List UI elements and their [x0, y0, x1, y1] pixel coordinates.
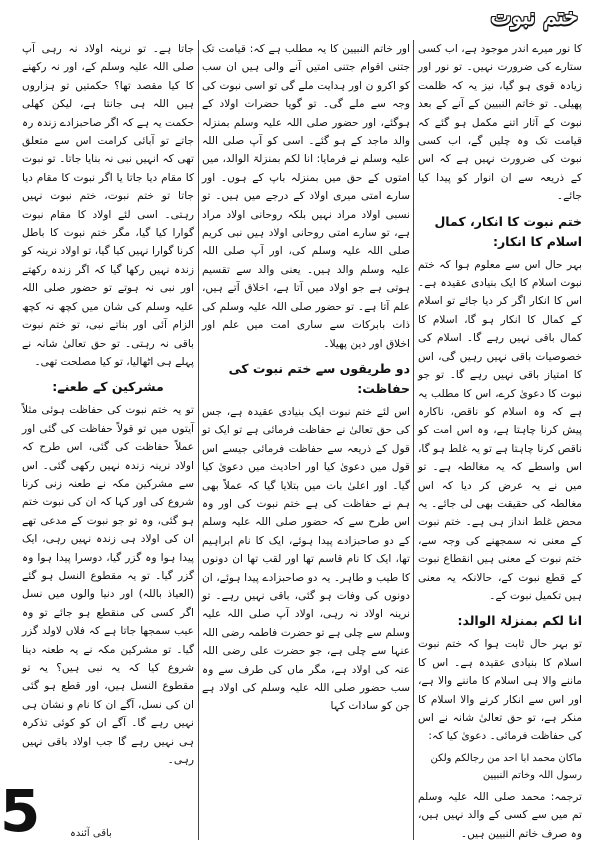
- paragraph: جاتا ہے۔ تو نرینہ اولاد نہ رہی آپ صلی اللہ علیہ وسلم کے، اور نہ رکھنے کا کیا مقصد تھا؟ حکمتیں تو ہزاروں ہیں اللہ ہی جانتا ہے، لیکن کھلی حکمت یہ ہے کہ اگر صاحبزادے زندہ رہ جاتے تو آبائی کرامت اس سے متعلق تھی کہ انہیں نبی نہ بنایا جاتا۔ تو نبوت کا مقام دیا جاتا یا اگر نبوت کا مقام دیا جاتا تو ختم نبوت، ختم نبوت نہیں رہتی۔ اسی لئے اولاد کا مقام نبوت گوارا کیا گیا، مگر ختم نبوت کا باطل کرنا گوارا نہیں کیا گیا، تو اولاد نرینہ کو زندہ نہیں رکھا گیا کہ اگر زندہ رکھتے اور نبی نہ ہوتے تو حضور صلی اللہ علیہ وسلم کی شان میں کچھ نہ کچھ الزام آئی اور بناتے نبی، تو ختم نبوت باقی نہ رہتی۔ تو حق تعالیٰ شانہ نے پہلے ہی اٹھالیا، تو کیا مصلحت تھی۔: [22, 43, 194, 368]
- section-heading: ختم نبوت کا انکار، کمال اسلام کا انکار:: [434, 213, 582, 249]
- magazine-logo: ختم نبوت: [490, 4, 578, 30]
- translation: ترجمہ: محمد صلی اللہ علیہ وسلم تم میں سے کسی کے والد نہیں ہیں، وہ صرف خاتم النبیین ہیں۔: [418, 790, 582, 840]
- paragraph: تو بہر حال ثابت ہوا کہ ختم نبوت اسلام کا بنیادی عقیدہ ہے۔ اس کا ماننے والا ہی اسلام کا ماننے والا ہے، اور اس سے انکار کرنے والا اسلام کا منکر ہے، تو حق تعالیٰ شانہ نے اس کی حفاظت فرمائی۔ دعویٰ کیا کہ:: [418, 638, 582, 743]
- paragraph: کا نور میرے اندر موجود ہے، اب کسی ستارے کی ضرورت نہیں۔ تو نور اور زیادہ قوی ہو گیا، نیز یہ کہ ظلمت پھیلی۔ تو خاتم النبیین کے آنے کے بعد نبوت کے آثار اتنے مکمل ہو گئے کہ قیامت تک وہ چلیں گے، اب کسی نبوت کی ضرورت نہیں ہے کہ اس کے ذریعہ سے ان انوار کو پیدا کیا جائے۔: [418, 43, 582, 203]
- section-heading: انا لکم بمنزلۃ الوالد:: [457, 613, 582, 629]
- section-heading: دو طریقوں سے ختم نبوت کی حفاظت:: [228, 360, 410, 396]
- quranic-verse: ماکان محمد ابا احد من رجالکم ولکن رسول اللہ وخاتم النبیین: [430, 752, 582, 781]
- column-left: [22, 40, 194, 846]
- column-right: [418, 40, 582, 846]
- continued-note: باقی آئندہ: [70, 828, 112, 839]
- column-middle: [202, 40, 410, 846]
- paragraph: اس لئے ختم نبوت ایک بنیادی عقیدہ ہے، جس کی حق تعالیٰ نے حفاظت فرمائی ہے تو ایک تو قول کے ذریعہ سے حفاظت فرمائی جیسے اس قول میں دعویٰ کیا اور احادیث میں دعویٰ کیا گیا۔ اور اعلیٰ بات میں بتلایا گیا کہ عملاً بھی ہم نے حفاظت کی ہے ختم نبوت کی اور وہ اس طرح سے کہ حضور صلی اللہ علیہ وسلم کے دو صاحبزادے پیدا ہوئے، ایک کا نام ابراہیم تھا، ایک کا نام قاسم تھا اور لقب تھا ان دونوں کا طیب و طاہر۔ یہ دو صاحبزادے پیدا ہوئے، ان دونوں کی وفات ہو گئی، باقی نہیں رہے۔ تو نرینہ اولاد نہ رہی، اولاد آپ صلی اللہ علیہ وسلم سے چلی ہے تو حضرت فاطمہ رضی اللہ عنہا سے چلی ہے، جو حضرت علی رضی اللہ عنہ کی اولاد ہے، مگر ماں کی طرف سے وہ سب حضور صلی اللہ علیہ وسلم کی اولاد ہے جن کو سادات کہا: [202, 405, 410, 713]
- column-divider: [198, 40, 199, 840]
- section-heading: مشرکین کے طعنے:: [52, 379, 164, 395]
- paragraph: تو یہ ختم نبوت کی حفاظت ہوئی مثلاً آیتوں میں تو قولاً حفاظت کی گئی اور عملاً حفاظت کی گئی، اس طرح کہ اولاد نرینہ زندہ نہیں رکھی گئی۔ اس سے مشرکین مکہ نے طعنہ زنی کرنا شروع کی اور کہا کہ ان کی نبوت ختم ہو گئی، وہ تو جو نبوت کے مدعی تھے ان کی اولاد ہی زندہ نہیں رہی، ایک پیدا ہوا وہ گزر گیا، دوسرا پیدا ہوا وہ گزر گیا۔ تو یہ مقطوع النسل ہو گئے (العیاذ باللہ) اور دنیا والوں میں نسل اگر کسی کی منقطع ہو جائے تو وہ عیب سمجھا جاتا ہے کہ فلاں لاولد گزر گیا۔ تو مشرکین مکہ نے یہ طعنہ دینا شروع کیا کہ یہ نبی ہیں؟ یہ تو مقطوع النسل ہیں، اور قطع ہو گئی ان کی نسل، آگے ان کا نام و نشان ہی نہیں رہے گا۔ آگے ان کو کوئی تذکرہ ہی نہیں رہے گا جب اولاد باقی نہیں رہی۔: [22, 404, 194, 767]
- column-divider: [413, 40, 414, 840]
- paragraph: بہر حال اس سے معلوم ہوا کہ ختم نبوت اسلام کا ایک بنیادی عقیدہ ہے۔ اس کا انکار اگر کر دیا جائے تو اسلام کے کمال کا انکار ہو گا، اسلام کا کمال باقی نہیں رہے گا۔ اسلام کی خصوصیات باقی نہیں رہیں گی، اس کا امتیاز باقی نہیں رہے گا۔ تو جو نبوت کا دعویٰ کرے، اس کا مطلب یہ ہے کہ وہ اسلام کو ناقص، ناکارہ پیش کرنا چاہتا ہے، وہ اس امت کو ناقص کرنا چاہتا ہے تو یہ غلط ہو گا، اس واسطے کہ یہ مغالطہ ہے۔ تو میں نے یہ عرض کر دیا کہ اس مغالطہ کی حقیقت بھی لی جائے۔ یہ محض غلط انداز ہی ہے۔ ختم نبوت کے معنی نہ سمجھنے کی وجہ سے، ختم نبوت کے معنی ہیں انقطاع نبوت کے قطع نبوت کے، حالانکہ یہ معنی ہیں تکمیل نبوت کے۔: [418, 258, 582, 602]
- paragraph: اور خاتم النبیین کا یہ مطلب ہے کہ: قیامت تک جتنی اقوام جتنی امتیں آنے والی ہیں ان سب کو اکرو ن اور ہدایت ملے گی تو اسی نبوت کی وجہ سے ملے گی۔ تو گویا حضرات اولاد کے ہوگئے، اور حضور صلی اللہ علیہ وسلم بمنزلہ والد ماجد کے ہو گئے۔ اسی کو آپ صلی اللہ علیہ وسلم نے فرمایا: انا لکم بمنزلۃ الوالد، میں امتوں کے حق میں بمنزلہ باپ کے ہوں۔ اور سارے امتی میری اولاد کے درجے میں ہیں۔ تو نسبی اولاد مراد نہیں بلکہ روحانی اولاد مراد ہے، تو سارے امتی روحانی اولاد ہیں نبی کریم صلی اللہ علیہ وسلم کی، اور آپ صلی اللہ علیہ وسلم والد ہیں۔ یعنی والد سے تقسیم ہوتی ہے جو اولاد میں آتا ہے، اخلاق آتے ہیں، علم آتا ہے۔ تو حضور صلی اللہ علیہ وسلم کی ذات بابرکات سے ساری امت میں علم اور اخلاق اور دین پھیلا۔: [202, 43, 410, 350]
- page-number: 5: [0, 777, 41, 845]
